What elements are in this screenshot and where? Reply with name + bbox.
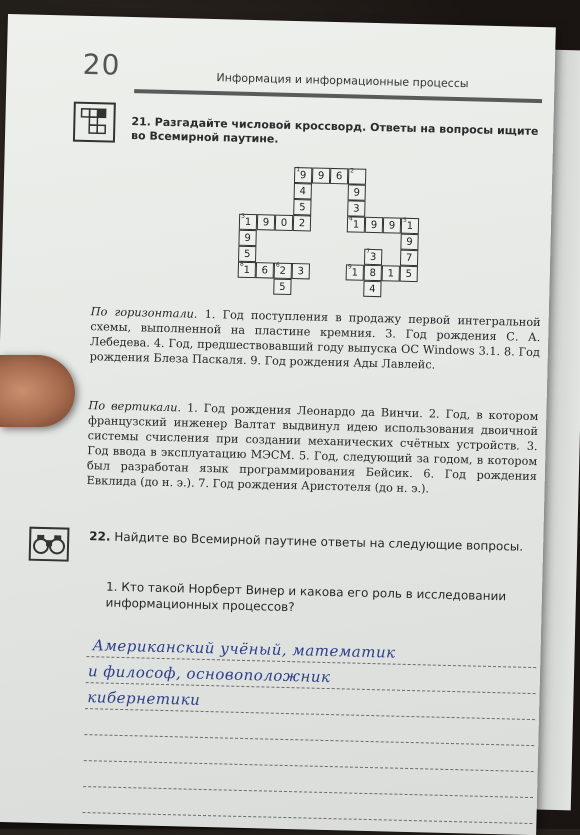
crossword-cell-digit: 9 — [353, 187, 361, 199]
crossword-cell — [347, 200, 365, 216]
crossword-clue-number: 6 — [275, 261, 280, 269]
crossword-cell — [348, 184, 366, 200]
handwritten-answer-line-1: Американский учёный, математик — [92, 636, 396, 662]
vertical-clues — [86, 398, 538, 499]
header-rule — [134, 89, 542, 103]
crossword-cell — [238, 262, 256, 278]
crossword-cell-digit: 7 — [405, 252, 413, 264]
crossword-clue-number: 5 — [402, 216, 407, 224]
question-22-item-1 — [105, 579, 536, 621]
crossword-cell-digit: 8 — [369, 267, 377, 280]
crossword-cell-digit: 1 — [351, 267, 359, 279]
crossword-cell-digit: 9 — [406, 236, 413, 248]
crossword-cell — [348, 168, 366, 184]
crossword-clue-number: 8 — [239, 260, 244, 268]
answer-line — [85, 708, 535, 720]
crossword-cell-digit: 9 — [317, 170, 325, 182]
vertical-clues-text: 1. Год рождения Леонардо да Винчи. 2. Год, в котором французский инженер Валтат выдвинул идею использования двоичной системы счисления при создании механических счётных устройств. 3. Год ввода в эксплуатацию МЭСМ. 5. Год, следующий за годом, в котором был разработан язык программирования Бейсик. 6. Год рождения Евклида (до н. э.). 7. Год рождения Аристотеля (до н. э.). — [86, 401, 539, 496]
crossword-cell — [330, 168, 348, 184]
thumb — [0, 355, 75, 427]
question-22-label: 22. — [89, 529, 111, 544]
answer-line — [83, 786, 533, 798]
crossword-clue-number: 2 — [350, 167, 355, 175]
crossword-cell — [293, 199, 311, 215]
crossword-cell — [294, 167, 312, 183]
question-22-item-1-text: Кто такой Норберт Винер и какова его роль в исследовании информационных процессов? — [105, 579, 507, 615]
crossword-cell-digit: 5 — [279, 281, 286, 293]
crossword-cell-digit: 1 — [352, 219, 360, 231]
crossword-cell-digit: 5 — [299, 202, 306, 214]
page-header-title: Информация и информационные процессы — [216, 71, 469, 91]
horizontal-clues — [89, 304, 540, 375]
textbook-page — [0, 14, 556, 835]
question-22-item-1-num: 1. — [105, 579, 118, 594]
crossword-cell-digit: 4 — [369, 283, 376, 296]
question-21 — [131, 115, 540, 153]
crossword-cell-digit: 1 — [387, 268, 395, 280]
crossword-cell-digit: 5 — [405, 268, 413, 280]
crossword-cell — [274, 263, 292, 279]
crossword-cell-digit: 6 — [261, 265, 269, 277]
question-21-title: Разгадайте числовой кроссворд. Ответы на вопросы ищите во Всемирной паутине. — [130, 115, 539, 146]
crossword-cell-digit: 9 — [388, 220, 396, 232]
answer-line — [84, 734, 534, 746]
question-22-title: Найдите во Всемирной паутине ответы на следующие вопросы. — [114, 529, 524, 554]
crossword-cell-digit: 0 — [280, 217, 288, 229]
crossword-cell — [364, 249, 382, 265]
crossword-cell — [400, 250, 418, 266]
crossword-cell-digit: 1 — [406, 220, 414, 232]
crossword-cell — [347, 216, 365, 232]
handwritten-answer-line-2: и философ, основоположник — [87, 662, 331, 687]
crossword-clue-number: 1 — [296, 166, 301, 174]
crossword-cell — [312, 167, 330, 183]
crossword-cell-digit: 3 — [369, 251, 377, 264]
horizontal-clues-lead: По горизонтали. — [90, 305, 198, 321]
answer-line — [82, 812, 532, 824]
crossword-cell — [256, 262, 274, 278]
vertical-clues-lead: По вертикали. — [88, 399, 182, 415]
crossword-cell — [292, 263, 310, 279]
crossword-cell — [293, 215, 311, 231]
crossword-clue-number: 3 — [241, 212, 246, 220]
crossword-cell — [400, 234, 418, 250]
crossword-cell — [238, 230, 256, 246]
crossword-cell — [238, 246, 256, 262]
question-21-label: 21. — [131, 115, 152, 129]
crossword-cell-digit: 2 — [298, 218, 306, 230]
crossword-cell — [401, 218, 419, 234]
crossword-clue-number: 4 — [349, 215, 354, 223]
crossword-cell — [273, 279, 291, 295]
answer-line — [84, 760, 534, 772]
crossword-cell-digit: 4 — [299, 186, 307, 198]
crossword-cell — [400, 266, 418, 282]
crossword-cell-digit: 2 — [279, 265, 287, 277]
crossword-cell-digit: 9 — [262, 217, 270, 229]
crossword-cell — [382, 265, 400, 281]
page-number: 20 — [82, 47, 121, 82]
crossword-cell — [239, 214, 257, 230]
binoculars-icon — [29, 527, 70, 562]
crossword-cell-digit: 9 — [299, 170, 307, 182]
horizontal-clues-text: 1. Год поступления в продажу первой интегральной схемы, выполненной на пластине кремния. 3. Год рождения С. А. Лебедева. 4. Год, предшествовавший году выпуска ОС Windows 3.1. 8. Год рождения Блеза Паскаля. 9. Год рождения Ады Лавлейс. — [89, 307, 541, 372]
crossword-cell-digit: 3 — [297, 266, 305, 278]
crossword-cell — [346, 264, 364, 280]
crossword-clue-number: 7 — [366, 247, 371, 255]
crossword-cell — [365, 217, 383, 233]
crossword-cell — [383, 217, 401, 233]
crossword-cell — [257, 214, 275, 230]
crossword-cell — [364, 265, 382, 281]
crossword-cell-digit: 6 — [335, 171, 343, 183]
crossword-cell-digit: 1 — [243, 264, 251, 276]
crossword-cell-digit: 5 — [243, 248, 251, 260]
crossword-cell — [275, 215, 293, 231]
crossword-icon — [73, 102, 116, 143]
crossword-cell — [294, 183, 312, 199]
crossword-cell-digit: 9 — [244, 232, 251, 244]
question-22 — [89, 528, 539, 555]
crossword-clue-number: 9 — [347, 263, 352, 271]
crossword-cell — [363, 281, 381, 297]
crossword-cell-digit: 1 — [244, 216, 252, 229]
handwritten-answer-line-3: кибернетики — [87, 688, 201, 709]
crossword-cell-digit: 3 — [353, 203, 360, 215]
crossword-cell-digit: 9 — [370, 219, 378, 232]
